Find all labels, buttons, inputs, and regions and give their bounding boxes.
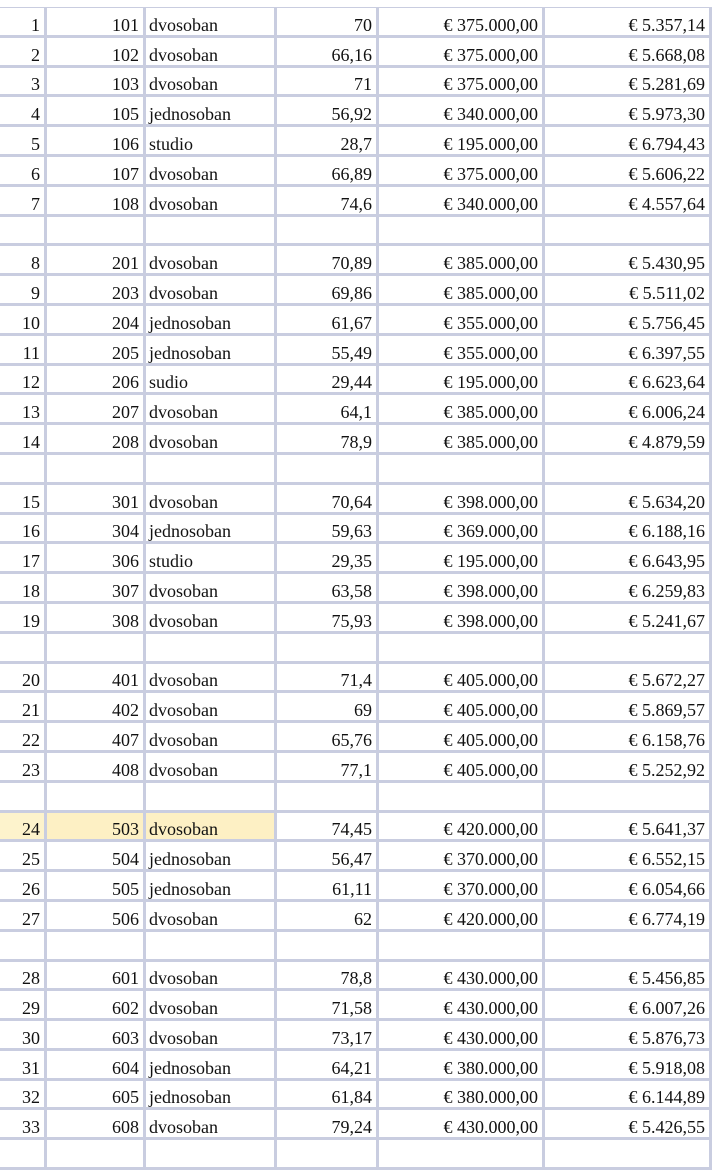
row-number-cell[interactable]: 3 (0, 66, 46, 96)
unit-cell[interactable]: 504 (46, 841, 145, 871)
area-cell[interactable]: 55,49 (276, 334, 378, 364)
area-cell[interactable]: 71 (276, 66, 378, 96)
table-row (0, 602, 711, 632)
type-cell[interactable] (145, 453, 276, 483)
price-per-m2-cell[interactable]: € 6.144,89 (544, 1079, 711, 1109)
row-number-cell[interactable]: 6 (0, 155, 46, 185)
type-cell[interactable] (145, 632, 276, 662)
price-cell[interactable]: € 405.000,00 (378, 662, 544, 692)
price-per-m2-cell[interactable]: € 6.259,83 (544, 573, 711, 603)
unit-cell[interactable]: 103 (46, 66, 145, 96)
price-cell[interactable]: € 355.000,00 (378, 334, 544, 364)
price-cell[interactable]: € 380.000,00 (378, 1049, 544, 1079)
type-cell[interactable] (145, 215, 276, 245)
table-row (0, 155, 711, 185)
table-row (0, 275, 711, 305)
row-number-cell[interactable]: 22 (0, 722, 46, 752)
area-cell[interactable] (276, 453, 378, 483)
blank-row (0, 781, 711, 811)
table-row (0, 513, 711, 543)
price-per-m2-cell[interactable]: € 5.511,02 (544, 275, 711, 305)
area-cell[interactable] (276, 632, 378, 662)
table-row (0, 900, 711, 930)
table-row (0, 483, 711, 513)
table-row (0, 841, 711, 871)
price-per-m2-cell[interactable]: € 5.430,95 (544, 245, 711, 275)
row-number-cell[interactable]: 23 (0, 751, 46, 781)
type-cell[interactable] (145, 1139, 276, 1169)
price-cell[interactable]: € 370.000,00 (378, 841, 544, 871)
area-cell[interactable]: 64,21 (276, 1049, 378, 1079)
price-cell[interactable]: € 195.000,00 (378, 364, 544, 394)
price-per-m2-cell[interactable]: € 5.252,92 (544, 751, 711, 781)
unit-cell[interactable]: 201 (46, 245, 145, 275)
table-row (0, 364, 711, 394)
area-cell[interactable] (276, 1139, 378, 1169)
price-per-m2-cell[interactable]: € 6.774,19 (544, 900, 711, 930)
row-number-cell[interactable] (0, 1139, 46, 1169)
price-cell[interactable]: € 195.000,00 (378, 126, 544, 156)
type-cell[interactable]: dvosoban (145, 990, 276, 1020)
unit-cell[interactable]: 402 (46, 692, 145, 722)
unit-cell[interactable]: 401 (46, 662, 145, 692)
unit-cell[interactable]: 505 (46, 871, 145, 901)
table-row (0, 1079, 711, 1109)
area-cell[interactable]: 63,58 (276, 573, 378, 603)
unit-cell[interactable]: 203 (46, 275, 145, 305)
area-cell[interactable]: 74,6 (276, 185, 378, 215)
unit-cell[interactable]: 301 (46, 483, 145, 513)
unit-cell[interactable]: 107 (46, 155, 145, 185)
table-row (0, 751, 711, 781)
row-number-cell[interactable]: 9 (0, 275, 46, 305)
type-cell[interactable]: dvosoban (145, 1020, 276, 1050)
price-per-m2-cell[interactable]: € 4.879,59 (544, 424, 711, 454)
row-number-cell[interactable]: 26 (0, 871, 46, 901)
area-cell[interactable] (276, 215, 378, 245)
price-per-m2-cell[interactable]: € 6.794,43 (544, 126, 711, 156)
unit-cell[interactable] (46, 215, 145, 245)
unit-cell[interactable]: 208 (46, 424, 145, 454)
table-row (0, 245, 711, 275)
row-number-cell[interactable]: 24 (0, 811, 46, 841)
row-number-cell[interactable] (0, 453, 46, 483)
unit-cell[interactable]: 304 (46, 513, 145, 543)
price-cell[interactable]: € 405.000,00 (378, 751, 544, 781)
type-cell[interactable] (145, 781, 276, 811)
unit-cell[interactable]: 101 (46, 8, 145, 37)
type-cell[interactable]: studio (145, 126, 276, 156)
price-cell[interactable]: € 375.000,00 (378, 66, 544, 96)
table-row (0, 662, 711, 692)
row-number-cell[interactable] (0, 781, 46, 811)
unit-cell[interactable]: 204 (46, 304, 145, 334)
unit-cell[interactable]: 106 (46, 126, 145, 156)
blank-row (0, 632, 711, 662)
type-cell[interactable] (145, 930, 276, 960)
price-cell[interactable]: € 355.000,00 (378, 304, 544, 334)
area-cell[interactable]: 69,86 (276, 275, 378, 305)
price-per-m2-cell[interactable]: € 5.876,73 (544, 1020, 711, 1050)
area-cell[interactable]: 59,63 (276, 513, 378, 543)
type-cell[interactable]: dvosoban (145, 960, 276, 990)
row-number-cell[interactable]: 10 (0, 304, 46, 334)
area-cell[interactable]: 61,84 (276, 1079, 378, 1109)
unit-cell[interactable] (46, 781, 145, 811)
price-per-m2-cell[interactable]: € 5.281,69 (544, 66, 711, 96)
unit-cell[interactable]: 503 (46, 811, 145, 841)
table-row (0, 692, 711, 722)
type-cell[interactable]: dvosoban (145, 155, 276, 185)
unit-cell[interactable]: 108 (46, 185, 145, 215)
price-per-m2-cell[interactable]: € 6.397,55 (544, 334, 711, 364)
type-cell[interactable]: sudio (145, 364, 276, 394)
price-per-m2-cell[interactable]: € 5.606,22 (544, 155, 711, 185)
type-cell[interactable]: jednosoban (145, 841, 276, 871)
area-cell[interactable] (276, 781, 378, 811)
price-cell[interactable]: € 340.000,00 (378, 96, 544, 126)
type-cell[interactable]: dvosoban (145, 185, 276, 215)
table-row (0, 990, 711, 1020)
price-per-m2-cell[interactable]: € 6.158,76 (544, 722, 711, 752)
area-cell[interactable]: 73,17 (276, 1020, 378, 1050)
type-cell[interactable]: dvosoban (145, 424, 276, 454)
type-cell[interactable]: dvosoban (145, 66, 276, 96)
table-row (0, 871, 711, 901)
area-cell[interactable]: 77,1 (276, 751, 378, 781)
row-number-cell[interactable]: 15 (0, 483, 46, 513)
price-per-m2-cell[interactable]: € 5.918,08 (544, 1049, 711, 1079)
row-number-cell[interactable]: 16 (0, 513, 46, 543)
price-per-m2-cell[interactable]: € 5.641,37 (544, 811, 711, 841)
area-cell[interactable]: 65,76 (276, 722, 378, 752)
row-number-cell[interactable]: 2 (0, 36, 46, 66)
area-cell[interactable]: 29,44 (276, 364, 378, 394)
row-number-cell[interactable]: 13 (0, 394, 46, 424)
table-row (0, 424, 711, 454)
unit-cell[interactable]: 308 (46, 602, 145, 632)
type-cell[interactable]: dvosoban (145, 245, 276, 275)
row-number-cell[interactable]: 8 (0, 245, 46, 275)
row-number-cell[interactable]: 30 (0, 1020, 46, 1050)
table-row (0, 1020, 711, 1050)
row-number-cell[interactable]: 4 (0, 96, 46, 126)
price-per-m2-cell[interactable] (544, 781, 711, 811)
unit-cell[interactable]: 407 (46, 722, 145, 752)
table-row (0, 126, 711, 156)
price-cell[interactable] (378, 781, 544, 811)
unit-cell[interactable]: 604 (46, 1049, 145, 1079)
area-cell[interactable]: 70,64 (276, 483, 378, 513)
price-per-m2-cell[interactable]: € 5.668,08 (544, 36, 711, 66)
type-cell[interactable]: dvosoban (145, 751, 276, 781)
row-number-cell[interactable]: 27 (0, 900, 46, 930)
row-number-cell[interactable]: 17 (0, 543, 46, 573)
unit-cell[interactable]: 307 (46, 573, 145, 603)
unit-cell[interactable]: 205 (46, 334, 145, 364)
row-number-cell[interactable]: 19 (0, 602, 46, 632)
blank-row (0, 930, 711, 960)
row-number-cell[interactable]: 7 (0, 185, 46, 215)
unit-cell[interactable]: 601 (46, 960, 145, 990)
area-cell[interactable]: 28,7 (276, 126, 378, 156)
type-cell[interactable]: dvosoban (145, 662, 276, 692)
price-cell[interactable]: € 340.000,00 (378, 185, 544, 215)
unit-cell[interactable]: 105 (46, 96, 145, 126)
price-per-m2-cell[interactable]: € 5.634,20 (544, 483, 711, 513)
type-cell[interactable]: jednosoban (145, 871, 276, 901)
area-cell[interactable]: 64,1 (276, 394, 378, 424)
row-number-cell[interactable]: 28 (0, 960, 46, 990)
row-number-cell[interactable]: 14 (0, 424, 46, 454)
area-cell[interactable]: 69 (276, 692, 378, 722)
type-cell[interactable]: dvosoban (145, 275, 276, 305)
price-cell[interactable]: € 430.000,00 (378, 1020, 544, 1050)
row-number-cell[interactable] (0, 930, 46, 960)
table-row (0, 811, 711, 841)
type-cell[interactable]: studio (145, 543, 276, 573)
unit-cell[interactable]: 408 (46, 751, 145, 781)
type-cell[interactable]: dvosoban (145, 573, 276, 603)
price-per-m2-cell[interactable]: € 5.672,27 (544, 662, 711, 692)
price-per-m2-cell[interactable]: € 5.869,57 (544, 692, 711, 722)
apartment-price-table (0, 7, 712, 1170)
price-per-m2-cell[interactable] (544, 632, 711, 662)
price-per-m2-cell[interactable]: € 6.054,66 (544, 871, 711, 901)
price-cell[interactable]: € 405.000,00 (378, 722, 544, 752)
price-per-m2-cell[interactable]: € 5.241,67 (544, 602, 711, 632)
table-row (0, 304, 711, 334)
unit-cell[interactable]: 608 (46, 1109, 145, 1139)
price-per-m2-cell[interactable]: € 6.623,64 (544, 364, 711, 394)
price-cell[interactable]: € 375.000,00 (378, 155, 544, 185)
area-cell[interactable]: 71,58 (276, 990, 378, 1020)
table-row (0, 543, 711, 573)
price-cell[interactable]: € 430.000,00 (378, 960, 544, 990)
price-per-m2-cell[interactable] (544, 930, 711, 960)
price-per-m2-cell[interactable]: € 5.426,55 (544, 1109, 711, 1139)
type-cell[interactable]: dvosoban (145, 36, 276, 66)
unit-cell[interactable]: 603 (46, 1020, 145, 1050)
table-row (0, 960, 711, 990)
price-cell[interactable]: € 385.000,00 (378, 424, 544, 454)
unit-cell[interactable] (46, 1139, 145, 1169)
unit-cell[interactable]: 102 (46, 36, 145, 66)
area-cell[interactable]: 62 (276, 900, 378, 930)
type-cell[interactable]: dvosoban (145, 602, 276, 632)
type-cell[interactable]: dvosoban (145, 1109, 276, 1139)
table-row (0, 1109, 711, 1139)
table-row (0, 573, 711, 603)
price-cell[interactable]: € 430.000,00 (378, 1109, 544, 1139)
price-cell[interactable] (378, 453, 544, 483)
area-cell[interactable]: 61,67 (276, 304, 378, 334)
price-per-m2-cell[interactable]: € 6.643,95 (544, 543, 711, 573)
table-row (0, 8, 711, 37)
price-per-m2-cell[interactable] (544, 453, 711, 483)
type-cell[interactable]: dvosoban (145, 722, 276, 752)
row-number-cell[interactable]: 21 (0, 692, 46, 722)
row-number-cell[interactable]: 31 (0, 1049, 46, 1079)
unit-cell[interactable] (46, 453, 145, 483)
price-per-m2-cell[interactable]: € 5.756,45 (544, 304, 711, 334)
price-per-m2-cell[interactable]: € 6.006,24 (544, 394, 711, 424)
type-cell[interactable]: dvosoban (145, 811, 276, 841)
table-row (0, 334, 711, 364)
price-cell[interactable]: € 385.000,00 (378, 394, 544, 424)
price-cell[interactable]: € 385.000,00 (378, 245, 544, 275)
area-cell[interactable]: 71,4 (276, 662, 378, 692)
area-cell[interactable]: 70 (276, 8, 378, 37)
type-cell[interactable]: jednosoban (145, 304, 276, 334)
price-cell[interactable]: € 195.000,00 (378, 543, 544, 573)
unit-cell[interactable] (46, 632, 145, 662)
price-per-m2-cell[interactable]: € 5.973,30 (544, 96, 711, 126)
table-row (0, 1049, 711, 1079)
row-number-cell[interactable]: 11 (0, 334, 46, 364)
type-cell[interactable]: jednosoban (145, 1049, 276, 1079)
price-cell[interactable]: € 398.000,00 (378, 602, 544, 632)
type-cell[interactable]: jednosoban (145, 334, 276, 364)
unit-cell[interactable]: 605 (46, 1079, 145, 1109)
price-cell[interactable] (378, 930, 544, 960)
row-number-cell[interactable]: 25 (0, 841, 46, 871)
area-cell[interactable]: 78,8 (276, 960, 378, 990)
price-cell[interactable]: € 420.000,00 (378, 811, 544, 841)
price-per-m2-cell[interactable] (544, 1139, 711, 1169)
table-row (0, 394, 711, 424)
area-cell[interactable]: 56,47 (276, 841, 378, 871)
price-cell[interactable]: € 370.000,00 (378, 871, 544, 901)
unit-cell[interactable]: 602 (46, 990, 145, 1020)
table-row (0, 96, 711, 126)
area-cell[interactable]: 66,16 (276, 36, 378, 66)
type-cell[interactable]: jednosoban (145, 513, 276, 543)
area-cell[interactable]: 74,45 (276, 811, 378, 841)
row-number-cell[interactable] (0, 632, 46, 662)
area-cell[interactable] (276, 930, 378, 960)
price-cell[interactable]: € 369.000,00 (378, 513, 544, 543)
row-number-cell[interactable]: 18 (0, 573, 46, 603)
table-body (0, 8, 711, 1169)
type-cell[interactable]: jednosoban (145, 1079, 276, 1109)
row-number-cell[interactable]: 29 (0, 990, 46, 1020)
price-per-m2-cell[interactable]: € 6.188,16 (544, 513, 711, 543)
price-per-m2-cell[interactable]: € 5.357,14 (544, 8, 711, 37)
price-cell[interactable]: € 398.000,00 (378, 573, 544, 603)
area-cell[interactable]: 78,9 (276, 424, 378, 454)
type-cell[interactable]: dvosoban (145, 394, 276, 424)
area-cell[interactable]: 79,24 (276, 1109, 378, 1139)
unit-cell[interactable]: 306 (46, 543, 145, 573)
price-cell[interactable]: € 398.000,00 (378, 483, 544, 513)
unit-cell[interactable]: 207 (46, 394, 145, 424)
area-cell[interactable]: 70,89 (276, 245, 378, 275)
table-row (0, 36, 711, 66)
row-number-cell[interactable]: 5 (0, 126, 46, 156)
row-number-cell[interactable]: 33 (0, 1109, 46, 1139)
blank-row (0, 215, 711, 245)
area-cell[interactable]: 61,11 (276, 871, 378, 901)
unit-cell[interactable]: 506 (46, 900, 145, 930)
price-per-m2-cell[interactable]: € 5.456,85 (544, 960, 711, 990)
price-cell[interactable] (378, 1139, 544, 1169)
row-number-cell[interactable]: 20 (0, 662, 46, 692)
area-cell[interactable]: 66,89 (276, 155, 378, 185)
table-row (0, 66, 711, 96)
row-number-cell[interactable]: 32 (0, 1079, 46, 1109)
table-row (0, 185, 711, 215)
row-number-cell[interactable]: 12 (0, 364, 46, 394)
price-cell[interactable]: € 375.000,00 (378, 8, 544, 37)
price-cell[interactable]: € 420.000,00 (378, 900, 544, 930)
area-cell[interactable]: 75,93 (276, 602, 378, 632)
type-cell[interactable]: dvosoban (145, 692, 276, 722)
price-per-m2-cell[interactable]: € 4.557,64 (544, 185, 711, 215)
price-cell[interactable]: € 380.000,00 (378, 1079, 544, 1109)
type-cell[interactable]: dvosoban (145, 483, 276, 513)
blank-row (0, 453, 711, 483)
row-number-cell[interactable]: 1 (0, 8, 46, 37)
price-per-m2-cell[interactable]: € 6.552,15 (544, 841, 711, 871)
price-cell[interactable] (378, 632, 544, 662)
blank-row (0, 1139, 711, 1169)
area-cell[interactable]: 56,92 (276, 96, 378, 126)
price-cell[interactable]: € 375.000,00 (378, 36, 544, 66)
price-cell[interactable]: € 430.000,00 (378, 990, 544, 1020)
price-cell[interactable] (378, 215, 544, 245)
type-cell[interactable]: dvosoban (145, 900, 276, 930)
table-row (0, 722, 711, 752)
price-per-m2-cell[interactable]: € 6.007,26 (544, 990, 711, 1020)
type-cell[interactable]: jednosoban (145, 96, 276, 126)
price-per-m2-cell[interactable] (544, 215, 711, 245)
price-cell[interactable]: € 385.000,00 (378, 275, 544, 305)
row-number-cell[interactable] (0, 215, 46, 245)
unit-cell[interactable]: 206 (46, 364, 145, 394)
area-cell[interactable]: 29,35 (276, 543, 378, 573)
type-cell[interactable]: dvosoban (145, 8, 276, 37)
unit-cell[interactable] (46, 930, 145, 960)
price-cell[interactable]: € 405.000,00 (378, 692, 544, 722)
